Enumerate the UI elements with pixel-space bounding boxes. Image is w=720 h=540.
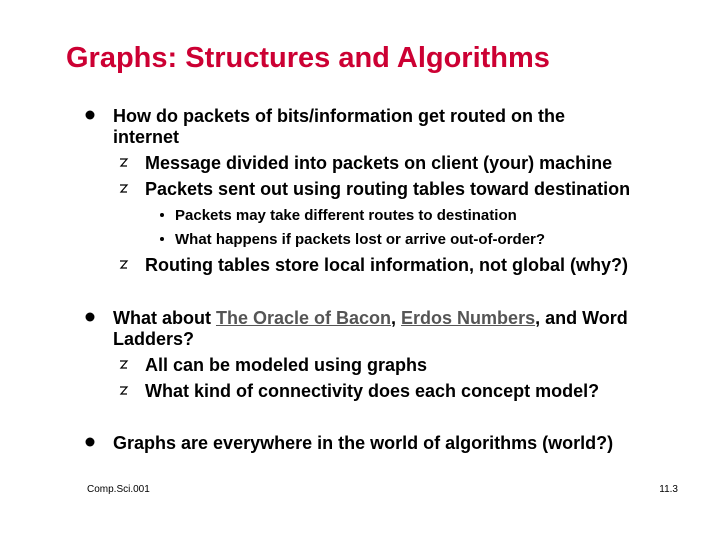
bullet-routing-line2: internet [113, 127, 180, 147]
bullet-what-about [113, 308, 713, 350]
subsub-bullet-lost: What happens if packets lost or arrive out-of-order? [175, 231, 546, 248]
bullet-routing [113, 106, 713, 148]
oracle-of-bacon-link[interactable]: The Oracle of Bacon [215, 308, 392, 328]
sub-bullet-icon [118, 384, 132, 400]
bullet-what-about-line1 [113, 308, 713, 329]
subsub-bullet-routes: Packets may take different routes to destination [175, 207, 517, 224]
slide-title: Graphs: Structures and Algorithms [66, 42, 550, 74]
bullet-icon [84, 436, 98, 452]
sub-bullet-local-info: Routing tables store local information, not global (why?) [145, 255, 629, 275]
sub-bullet-connectivity: What kind of connectivity does each concept model? [145, 381, 600, 401]
separator-text: , [391, 308, 402, 328]
sub-bullet-modeled: All can be modeled using graphs [145, 355, 428, 375]
bullet-everywhere: Graphs are everywhere in the world of algorithms (world?) [113, 433, 614, 453]
dot-bullet-icon [158, 232, 168, 248]
sub-bullet-icon [118, 156, 132, 172]
dot-bullet-icon [158, 208, 168, 224]
bullet-routing-line1: How do packets of bits/information get routed on the [113, 106, 566, 126]
erdos-numbers-link[interactable]: Erdos Numbers [401, 308, 536, 328]
sub-bullet-icon [118, 258, 132, 274]
sub-bullet-routing-tables: Packets sent out using routing tables toward destination [145, 179, 631, 199]
bullet-what-about-line2: Ladders? [113, 329, 195, 349]
what-about-prefix: What about [113, 308, 216, 328]
footer-course: Comp.Sci.001 [87, 484, 150, 495]
bullet-icon [84, 109, 98, 125]
sub-bullet-divided: Message divided into packets on client (your) machine [145, 153, 613, 173]
sub-bullet-icon [118, 358, 132, 374]
word-text: , and Word [535, 308, 628, 328]
bullet-icon [84, 311, 98, 327]
footer-slide-number: 11.3 [659, 484, 678, 495]
sub-bullet-icon [118, 182, 132, 198]
